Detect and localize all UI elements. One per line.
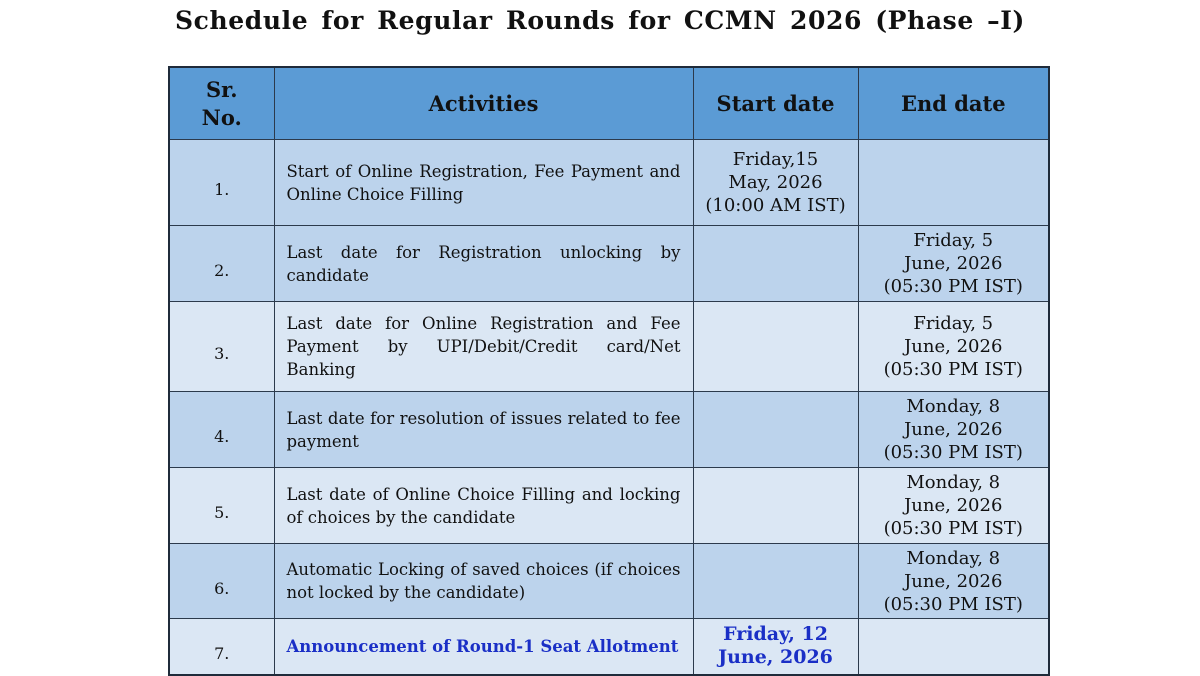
end-date bbox=[858, 544, 1049, 619]
start-date bbox=[693, 140, 858, 226]
start-date bbox=[693, 226, 858, 302]
sr-no: 7. bbox=[169, 619, 274, 675]
end-date-line: Monday, 8 bbox=[906, 547, 1001, 569]
end-date-line: (05:30 PM IST) bbox=[883, 442, 1023, 463]
schedule-table bbox=[168, 66, 1050, 676]
end-date-line: June, 2026 bbox=[904, 419, 1003, 440]
sr-no: 5. bbox=[169, 468, 274, 544]
end-date bbox=[858, 302, 1049, 392]
table-row bbox=[169, 619, 1049, 675]
sr-no: 3. bbox=[169, 302, 274, 392]
end-date-line: Friday, 5 bbox=[913, 230, 994, 251]
activity: Last date for Online Registration and Fee Payment by UPI/Debit/Credit card/Net Banking bbox=[274, 302, 693, 392]
start-date-line: Friday,15 bbox=[732, 149, 819, 170]
activity: Last date for resolution of issues related to fee payment bbox=[274, 392, 693, 468]
table-row bbox=[169, 140, 1049, 226]
header-activities: Activities bbox=[274, 67, 693, 140]
end-date bbox=[858, 226, 1049, 302]
activity: Last date for Registration unlocking by candidate bbox=[274, 226, 693, 302]
start-date-line: (10:00 AM IST) bbox=[705, 195, 846, 216]
end-date-line: Friday, 5 bbox=[913, 313, 994, 334]
sr-no: 2. bbox=[169, 226, 274, 302]
activity: Start of Online Registration, Fee Payment and Online Choice Filling bbox=[274, 140, 693, 226]
table-row bbox=[169, 468, 1049, 544]
end-date-line: June, 2026 bbox=[904, 336, 1003, 357]
activity: Announcement of Round-1 Seat Allotment bbox=[274, 619, 693, 675]
end-date-line: (05:30 PM IST) bbox=[883, 276, 1023, 297]
table-row bbox=[169, 226, 1049, 302]
table-row bbox=[169, 544, 1049, 619]
end-date bbox=[858, 392, 1049, 468]
sr-no: 4. bbox=[169, 392, 274, 468]
end-date-line: June, 2026 bbox=[904, 495, 1003, 516]
end-date-line: June, 2026 bbox=[904, 253, 1003, 274]
end-date bbox=[858, 468, 1049, 544]
table-header bbox=[169, 67, 1049, 140]
header-end-date: End date bbox=[858, 67, 1049, 140]
table-row bbox=[169, 302, 1049, 392]
header-sr-no: Sr. No. bbox=[169, 67, 274, 140]
start-date bbox=[693, 302, 858, 392]
start-date-line: June, 2026 bbox=[718, 646, 833, 669]
end-date bbox=[858, 619, 1049, 675]
sr-no: 1. bbox=[169, 140, 274, 226]
table-row bbox=[169, 392, 1049, 468]
end-date-line: (05:30 PM IST) bbox=[883, 593, 1023, 615]
header-start-date: Start date bbox=[693, 67, 858, 140]
end-date bbox=[858, 140, 1049, 226]
end-date-line: Monday, 8 bbox=[906, 472, 1001, 493]
start-date bbox=[693, 544, 858, 619]
start-date-line: May, 2026 bbox=[728, 172, 823, 193]
end-date-line: (05:30 PM IST) bbox=[883, 359, 1023, 380]
start-date bbox=[693, 619, 858, 675]
end-date-line: Monday, 8 bbox=[906, 396, 1001, 417]
sr-no: 6. bbox=[169, 544, 274, 619]
activity: Last date of Online Choice Filling and locking of choices by the candidate bbox=[274, 468, 693, 544]
start-date bbox=[693, 468, 858, 544]
start-date-line: Friday, 12 bbox=[723, 623, 828, 646]
start-date bbox=[693, 392, 858, 468]
page-title: Schedule for Regular Rounds for CCMN 2026 (Phase –I) bbox=[175, 6, 1025, 35]
end-date-line: (05:30 PM IST) bbox=[883, 518, 1023, 539]
end-date-line: June, 2026 bbox=[904, 570, 1003, 592]
activity: Automatic Locking of saved choices (if choices not locked by the candidate) bbox=[274, 544, 693, 619]
